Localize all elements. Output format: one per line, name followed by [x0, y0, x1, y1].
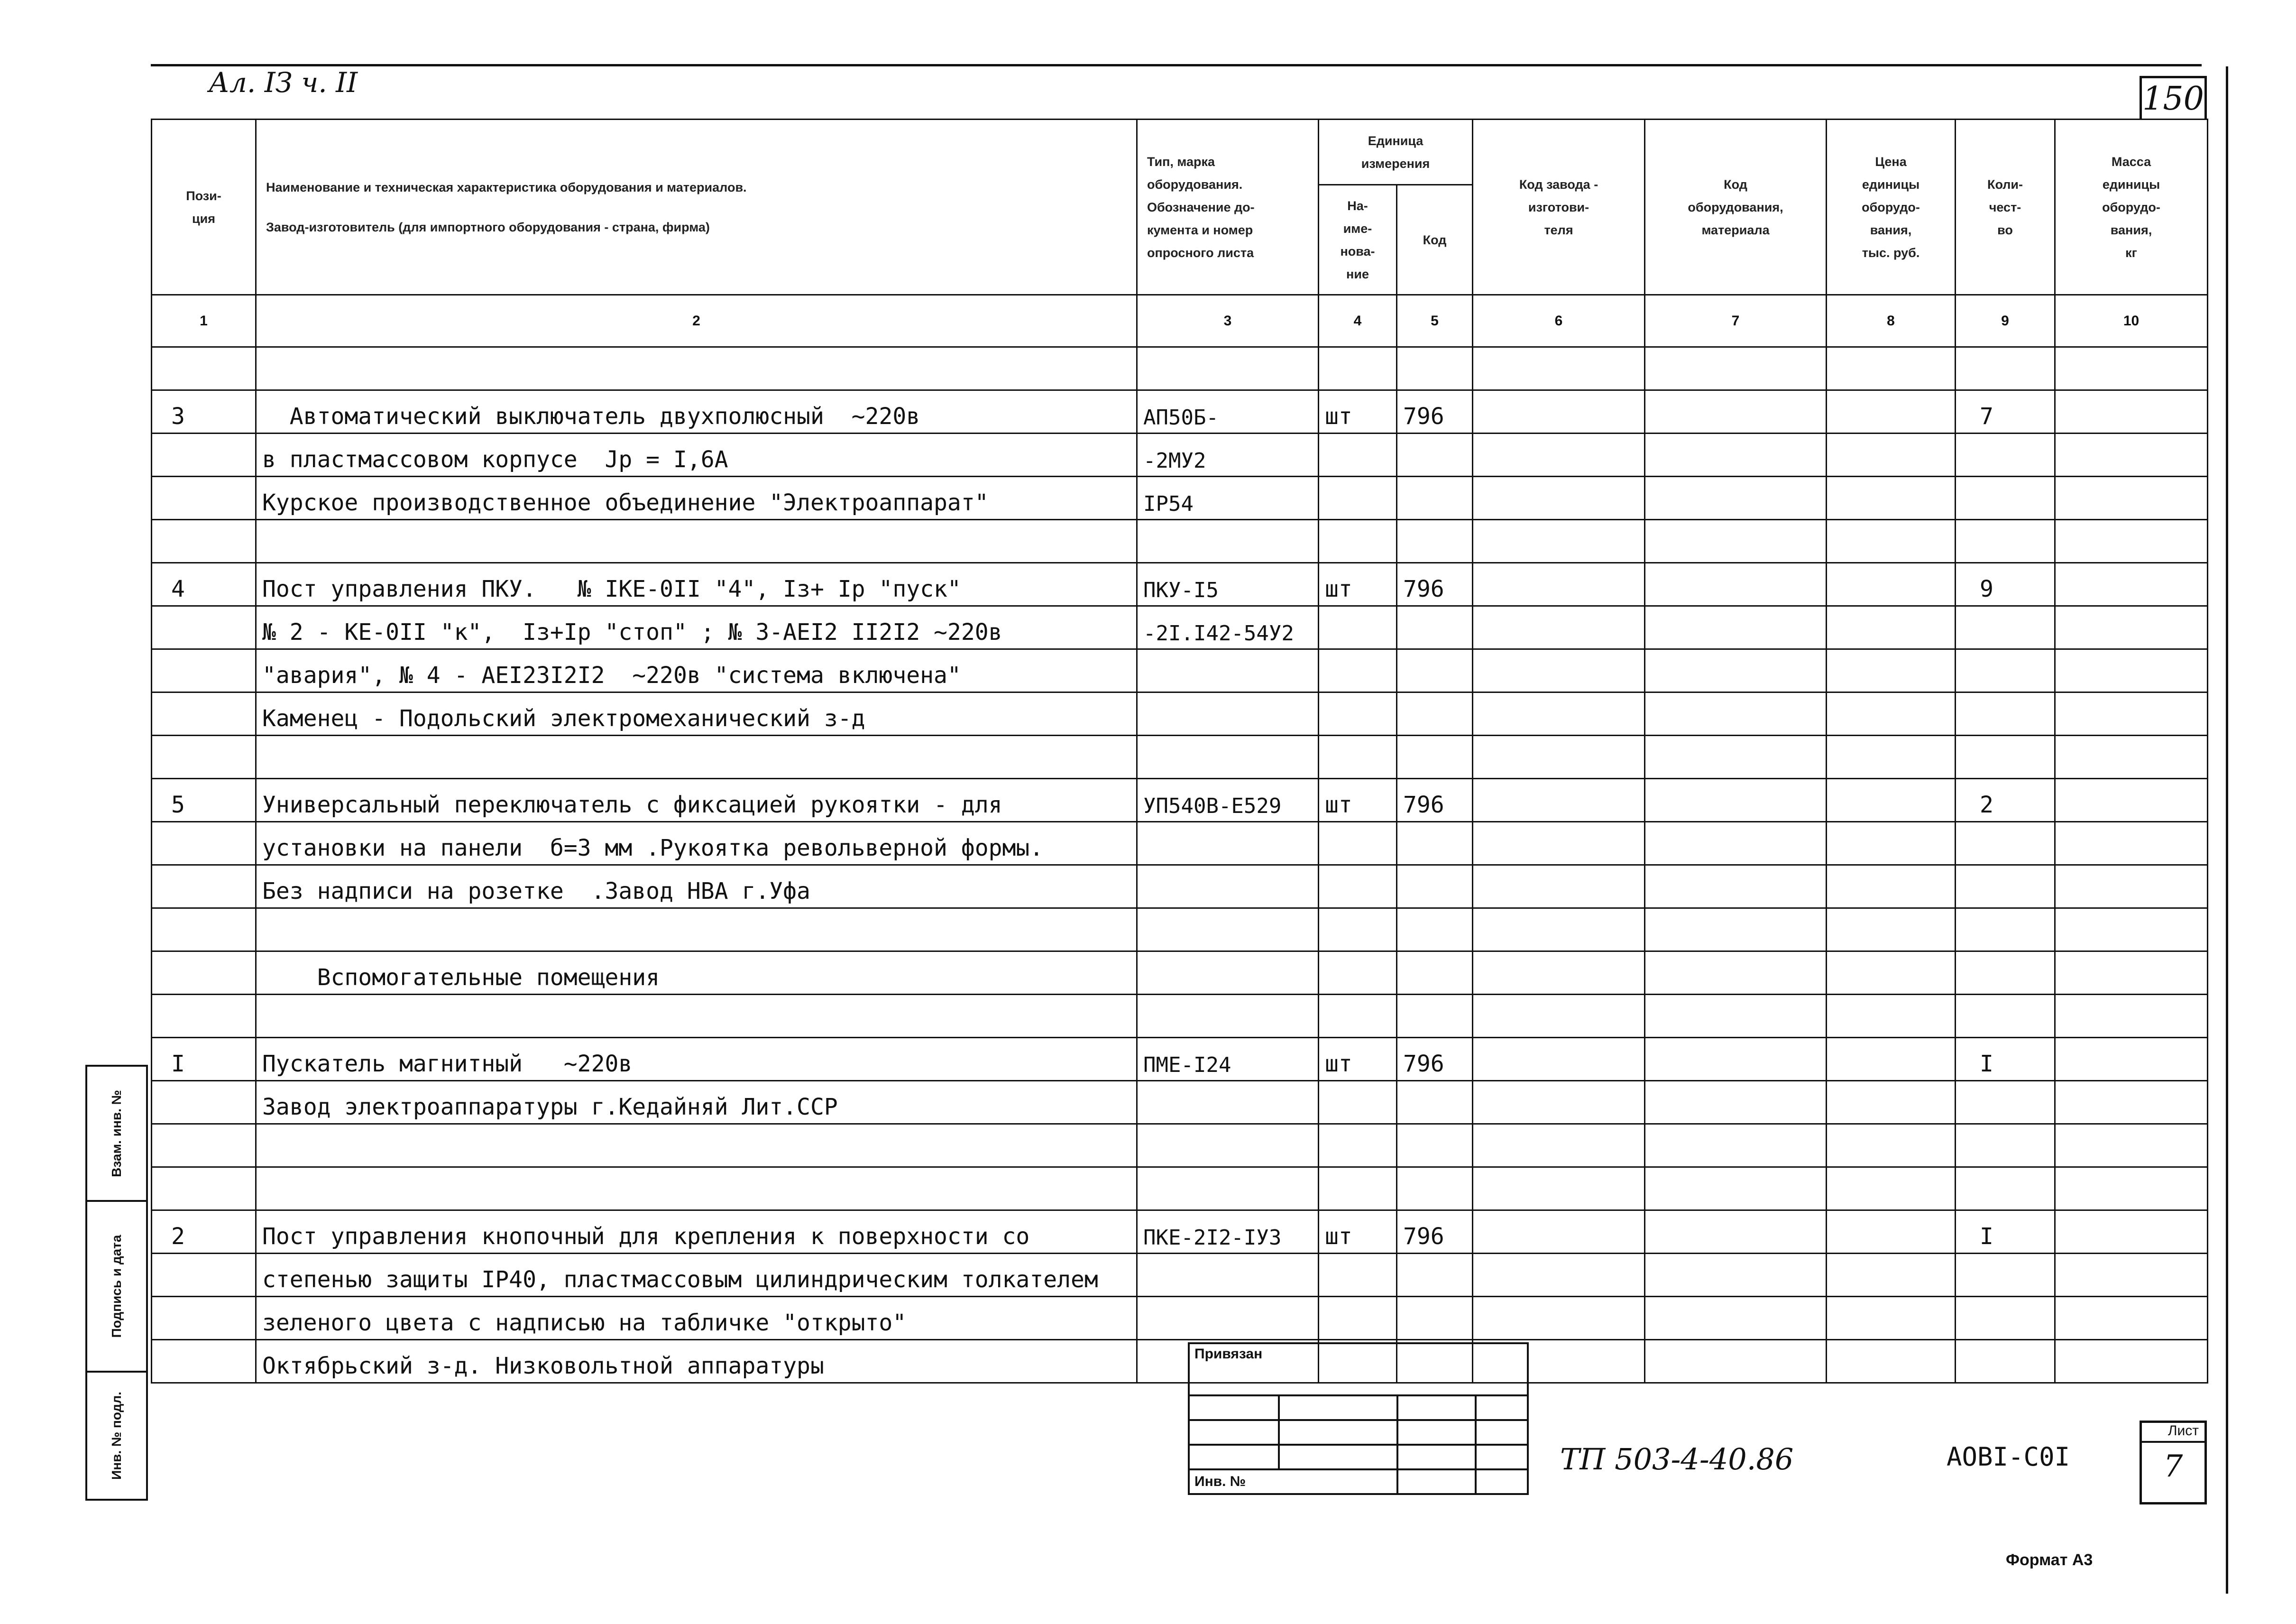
quantity-cell — [1956, 1167, 2055, 1210]
price-cell — [1827, 1340, 1956, 1383]
code-cell — [1397, 1297, 1473, 1340]
table-row — [152, 347, 2208, 390]
equipment-code-cell — [1645, 563, 1827, 606]
unit-cell: шт — [1319, 1210, 1397, 1254]
table-row — [152, 434, 2208, 477]
mass-cell — [2055, 649, 2208, 692]
code-cell: 796 — [1397, 390, 1473, 434]
header-maker-code: Код завода - изготови- теля — [1473, 120, 1645, 295]
unit-cell — [1319, 1167, 1397, 1210]
type-cell — [1137, 649, 1319, 692]
mass-cell — [2055, 1210, 2208, 1254]
quantity-cell — [1956, 1297, 2055, 1340]
type-cell — [1137, 822, 1319, 865]
price-cell — [1827, 736, 1956, 779]
unit-cell — [1319, 1124, 1397, 1167]
quantity-cell — [1956, 1081, 2055, 1124]
header-unit-code: Код — [1397, 185, 1473, 295]
frame-top-line — [151, 64, 2202, 66]
unit-cell — [1319, 649, 1397, 692]
position-cell — [152, 908, 256, 951]
mass-cell — [2055, 692, 2208, 736]
sheet-code: АОВI-С0I — [1947, 1442, 2070, 1472]
type-cell: -2I.I42-54У2 — [1137, 606, 1319, 649]
mass-cell — [2055, 606, 2208, 649]
table-row — [152, 1254, 2208, 1297]
code-cell: 796 — [1397, 563, 1473, 606]
equipment-code-cell — [1645, 347, 1827, 390]
equipment-code-cell — [1645, 692, 1827, 736]
name-cell: Пост управления кнопочный для крепления к поверхности со — [256, 1210, 1137, 1254]
type-cell: IР54 — [1137, 477, 1319, 520]
document-code: ТП 503-4-40.86 — [1560, 1442, 1794, 1476]
table-row — [152, 1210, 2208, 1254]
mass-cell — [2055, 1124, 2208, 1167]
quantity-cell — [1956, 347, 2055, 390]
tied-stamp — [1188, 1342, 1527, 1504]
name-cell: Автоматический выключатель двухполюсный ~220в — [256, 390, 1137, 434]
position-cell — [152, 1167, 256, 1210]
maker-code-cell — [1473, 649, 1645, 692]
unit-cell — [1319, 1254, 1397, 1297]
unit-cell — [1319, 606, 1397, 649]
mass-cell — [2055, 1254, 2208, 1297]
tied-label: Привязан — [1189, 1343, 1528, 1395]
maker-code-cell — [1473, 1167, 1645, 1210]
quantity-cell — [1956, 692, 2055, 736]
name-cell: Октябрьский з-д. Низковольтной аппаратуры — [256, 1340, 1137, 1383]
position-cell — [152, 1124, 256, 1167]
code-cell — [1397, 822, 1473, 865]
unit-cell — [1319, 1297, 1397, 1340]
mass-cell — [2055, 736, 2208, 779]
code-cell — [1397, 477, 1473, 520]
maker-code-cell — [1473, 951, 1645, 995]
header-type: Тип, марка оборудования. Обозначение до- кумента и номер опросного листа — [1137, 120, 1319, 295]
maker-code-cell — [1473, 1038, 1645, 1081]
quantity-cell — [1956, 951, 2055, 995]
table-row — [152, 520, 2208, 563]
position-cell — [152, 1081, 256, 1124]
price-cell — [1827, 951, 1956, 995]
type-cell — [1137, 736, 1319, 779]
type-cell — [1137, 1297, 1319, 1340]
table-row — [152, 1297, 2208, 1340]
header-mass: Масса единицы оборудо- вания, кг — [2055, 120, 2208, 295]
code-cell — [1397, 951, 1473, 995]
equipment-code-cell — [1645, 736, 1827, 779]
maker-code-cell — [1473, 434, 1645, 477]
unit-cell — [1319, 995, 1397, 1038]
position-cell — [152, 434, 256, 477]
table-row — [152, 390, 2208, 434]
column-number-row: 1 2 3 4 5 6 7 8 9 10 — [152, 295, 2208, 347]
header-price: Цена единицы оборудо- вания, тыс. руб. — [1827, 120, 1956, 295]
mass-cell — [2055, 822, 2208, 865]
code-cell — [1397, 865, 1473, 908]
type-cell: ПКУ-I5 — [1137, 563, 1319, 606]
table-row — [152, 736, 2208, 779]
frame-right-line — [2226, 66, 2228, 1594]
mass-cell — [2055, 563, 2208, 606]
position-cell — [152, 865, 256, 908]
position-cell: 2 — [152, 1210, 256, 1254]
equipment-code-cell — [1645, 1081, 1827, 1124]
price-cell — [1827, 1297, 1956, 1340]
equipment-code-cell — [1645, 908, 1827, 951]
name-cell: Каменец - Подольский электромеханический з-д — [256, 692, 1137, 736]
table-row — [152, 1167, 2208, 1210]
code-cell — [1397, 1081, 1473, 1124]
quantity-cell: 2 — [1956, 779, 2055, 822]
position-cell: 4 — [152, 563, 256, 606]
unit-cell — [1319, 736, 1397, 779]
equipment-code-cell — [1645, 822, 1827, 865]
name-cell — [256, 1124, 1137, 1167]
quantity-cell — [1956, 520, 2055, 563]
table-row — [152, 692, 2208, 736]
maker-code-cell — [1473, 1124, 1645, 1167]
unit-cell — [1319, 347, 1397, 390]
price-cell — [1827, 563, 1956, 606]
quantity-cell — [1956, 995, 2055, 1038]
quantity-cell: I — [1956, 1210, 2055, 1254]
position-cell — [152, 736, 256, 779]
name-cell: "авария", № 4 - АЕI23I2I2 ~220в "система включена" — [256, 649, 1137, 692]
maker-code-cell — [1473, 477, 1645, 520]
equipment-code-cell — [1645, 477, 1827, 520]
table-row — [152, 951, 2208, 995]
unit-cell — [1319, 1081, 1397, 1124]
type-cell: ПМЕ-I24 — [1137, 1038, 1319, 1081]
sheet-number: 7 — [2163, 1449, 2183, 1484]
table-row — [152, 822, 2208, 865]
unit-cell: шт — [1319, 563, 1397, 606]
price-cell — [1827, 692, 1956, 736]
table-row — [152, 908, 2208, 951]
mass-cell — [2055, 434, 2208, 477]
equipment-code-cell — [1645, 995, 1827, 1038]
unit-cell: шт — [1319, 1038, 1397, 1081]
original-inv-cell: Инв. № подл. — [86, 1372, 147, 1500]
quantity-cell — [1956, 822, 2055, 865]
maker-code-cell — [1473, 865, 1645, 908]
quantity-cell: 9 — [1956, 563, 2055, 606]
position-cell — [152, 477, 256, 520]
price-cell — [1827, 434, 1956, 477]
header-quantity: Коли- чест- во — [1956, 120, 2055, 295]
code-cell: 796 — [1397, 779, 1473, 822]
maker-code-cell — [1473, 606, 1645, 649]
unit-cell — [1319, 434, 1397, 477]
maker-code-cell — [1473, 520, 1645, 563]
unit-cell — [1319, 520, 1397, 563]
sheet-box — [2140, 1421, 2207, 1504]
handwritten-header: Ал. IЗ ч. II — [209, 66, 358, 99]
quantity-cell — [1956, 736, 2055, 779]
equipment-code-cell — [1645, 951, 1827, 995]
quantity-cell — [1956, 606, 2055, 649]
type-cell — [1137, 995, 1319, 1038]
mass-cell — [2055, 1167, 2208, 1210]
name-cell: Без надписи на розетке .Завод НВА г.Уфа — [256, 865, 1137, 908]
position-cell — [152, 649, 256, 692]
name-cell: № 2 - КЕ-0II "к", Iз+Iр "стоп" ; № 3-АЕI2 II2I2 ~220в — [256, 606, 1137, 649]
mass-cell — [2055, 520, 2208, 563]
type-cell — [1137, 951, 1319, 995]
type-cell: ПКЕ-2I2-IУ3 — [1137, 1210, 1319, 1254]
mass-cell — [2055, 865, 2208, 908]
mass-cell — [2055, 779, 2208, 822]
equipment-code-cell — [1645, 1124, 1827, 1167]
table-row — [152, 606, 2208, 649]
mass-cell — [2055, 477, 2208, 520]
header-unit: Единица измерения — [1319, 120, 1473, 185]
price-cell — [1827, 1167, 1956, 1210]
maker-code-cell — [1473, 908, 1645, 951]
price-cell — [1827, 779, 1956, 822]
quantity-cell — [1956, 1124, 2055, 1167]
quantity-cell — [1956, 649, 2055, 692]
equipment-code-cell — [1645, 390, 1827, 434]
quantity-cell — [1956, 908, 2055, 951]
quantity-cell — [1956, 1340, 2055, 1383]
unit-cell — [1319, 692, 1397, 736]
maker-code-cell — [1473, 1297, 1645, 1340]
maker-code-cell — [1473, 822, 1645, 865]
name-cell: зеленого цвета с надписью на табличке "открыто" — [256, 1297, 1137, 1340]
format-label: Формат А3 — [2006, 1551, 2093, 1569]
price-cell — [1827, 520, 1956, 563]
equipment-code-cell — [1645, 434, 1827, 477]
name-cell: Завод электроаппаратуры г.Кедайняй Лит.ССР — [256, 1081, 1137, 1124]
maker-code-cell — [1473, 779, 1645, 822]
code-cell: 796 — [1397, 1210, 1473, 1254]
signature-date-cell: Подпись и дата — [86, 1201, 147, 1372]
unit-cell — [1319, 908, 1397, 951]
margin-stamp — [85, 1065, 148, 1504]
table-row — [152, 779, 2208, 822]
table-row — [152, 649, 2208, 692]
code-cell — [1397, 649, 1473, 692]
type-cell — [1137, 1124, 1319, 1167]
unit-cell: шт — [1319, 390, 1397, 434]
price-cell — [1827, 822, 1956, 865]
mass-cell — [2055, 1081, 2208, 1124]
header-position: Пози- ция — [152, 120, 256, 295]
quantity-cell: I — [1956, 1038, 2055, 1081]
table-row — [152, 563, 2208, 606]
replacement-inv-cell: Взам. инв. № — [86, 1066, 147, 1201]
position-cell: 5 — [152, 779, 256, 822]
equipment-code-cell — [1645, 606, 1827, 649]
type-cell — [1137, 347, 1319, 390]
name-cell: Вспомогательные помещения — [256, 951, 1137, 995]
position-cell: I — [152, 1038, 256, 1081]
type-cell — [1137, 1081, 1319, 1124]
name-cell — [256, 1167, 1137, 1210]
price-cell — [1827, 1210, 1956, 1254]
mass-cell — [2055, 1340, 2208, 1383]
name-cell: в пластмассовом корпусе Jp = I,6А — [256, 434, 1137, 477]
position-cell — [152, 1254, 256, 1297]
quantity-cell: 7 — [1956, 390, 2055, 434]
price-cell — [1827, 865, 1956, 908]
quantity-cell — [1956, 1254, 2055, 1297]
header-unit-name: На- име- нова- ние — [1319, 185, 1397, 295]
name-cell: установки на панели б=3 мм .Рукоятка револьверной формы. — [256, 822, 1137, 865]
unit-cell — [1319, 822, 1397, 865]
mass-cell — [2055, 908, 2208, 951]
name-cell — [256, 736, 1137, 779]
position-cell — [152, 347, 256, 390]
name-cell: степенью защиты IР40, пластмассовым цилиндрическим толкателем — [256, 1254, 1137, 1297]
name-cell — [256, 908, 1137, 951]
mass-cell — [2055, 1038, 2208, 1081]
type-cell — [1137, 865, 1319, 908]
code-cell — [1397, 736, 1473, 779]
code-cell — [1397, 1124, 1473, 1167]
price-cell — [1827, 649, 1956, 692]
maker-code-cell — [1473, 1081, 1645, 1124]
price-cell — [1827, 477, 1956, 520]
position-cell — [152, 951, 256, 995]
mass-cell — [2055, 995, 2208, 1038]
type-cell — [1137, 520, 1319, 563]
price-cell — [1827, 1081, 1956, 1124]
header-name: Наименование и техническая характеристика оборудования и материалов. Завод-изготовитель (для импортного оборудования - страна, фирма) — [256, 120, 1137, 295]
table-row — [152, 1340, 2208, 1383]
code-cell — [1397, 995, 1473, 1038]
unit-cell — [1319, 951, 1397, 995]
code-cell — [1397, 347, 1473, 390]
code-cell: 796 — [1397, 1038, 1473, 1081]
equipment-code-cell — [1645, 1210, 1827, 1254]
maker-code-cell — [1473, 1210, 1645, 1254]
maker-code-cell — [1473, 736, 1645, 779]
header-equipment-code: Код оборудования, материала — [1645, 120, 1827, 295]
type-cell — [1137, 692, 1319, 736]
type-cell — [1137, 908, 1319, 951]
quantity-cell — [1956, 865, 2055, 908]
code-cell — [1397, 434, 1473, 477]
maker-code-cell — [1473, 347, 1645, 390]
position-cell — [152, 692, 256, 736]
equipment-code-cell — [1645, 1297, 1827, 1340]
page-number: 150 — [2140, 76, 2207, 119]
inv-label: Инв. № — [1189, 1469, 1397, 1494]
maker-code-cell — [1473, 390, 1645, 434]
equipment-code-cell — [1645, 779, 1827, 822]
position-cell — [152, 822, 256, 865]
position-cell — [152, 1340, 256, 1383]
name-cell — [256, 347, 1137, 390]
name-cell: Пускатель магнитный ~220в — [256, 1038, 1137, 1081]
type-cell: -2МУ2 — [1137, 434, 1319, 477]
position-cell — [152, 520, 256, 563]
price-cell — [1827, 347, 1956, 390]
equipment-code-cell — [1645, 1254, 1827, 1297]
equipment-code-cell — [1645, 1340, 1827, 1383]
name-cell: Пост управления ПКУ. № IКЕ-0II "4", Iз+ Iр "пуск" — [256, 563, 1137, 606]
position-cell — [152, 1297, 256, 1340]
name-cell: Универсальный переключатель с фиксацией рукоятки - для — [256, 779, 1137, 822]
sheet-label: Лист — [2142, 1423, 2204, 1443]
price-cell — [1827, 1254, 1956, 1297]
name-cell — [256, 995, 1137, 1038]
maker-code-cell — [1473, 692, 1645, 736]
position-cell — [152, 995, 256, 1038]
maker-code-cell — [1473, 563, 1645, 606]
type-cell: УП540В-Е529 — [1137, 779, 1319, 822]
mass-cell — [2055, 951, 2208, 995]
type-cell: АП50Б- — [1137, 390, 1319, 434]
maker-code-cell — [1473, 1254, 1645, 1297]
position-cell: 3 — [152, 390, 256, 434]
equipment-code-cell — [1645, 1167, 1827, 1210]
unit-cell — [1319, 865, 1397, 908]
equipment-code-cell — [1645, 1038, 1827, 1081]
price-cell — [1827, 995, 1956, 1038]
price-cell — [1827, 390, 1956, 434]
code-cell — [1397, 520, 1473, 563]
code-cell — [1397, 1167, 1473, 1210]
quantity-cell — [1956, 477, 2055, 520]
unit-cell: шт — [1319, 779, 1397, 822]
price-cell — [1827, 908, 1956, 951]
code-cell — [1397, 692, 1473, 736]
table-row — [152, 1124, 2208, 1167]
equipment-code-cell — [1645, 649, 1827, 692]
table-row — [152, 865, 2208, 908]
code-cell — [1397, 1254, 1473, 1297]
type-cell — [1137, 1167, 1319, 1210]
mass-cell — [2055, 347, 2208, 390]
mass-cell — [2055, 1297, 2208, 1340]
price-cell — [1827, 1038, 1956, 1081]
table-row — [152, 1081, 2208, 1124]
price-cell — [1827, 1124, 1956, 1167]
position-cell — [152, 606, 256, 649]
specification-table — [151, 119, 2208, 1384]
maker-code-cell — [1473, 995, 1645, 1038]
equipment-code-cell — [1645, 865, 1827, 908]
equipment-code-cell — [1645, 520, 1827, 563]
price-cell — [1827, 606, 1956, 649]
code-cell — [1397, 606, 1473, 649]
name-cell — [256, 520, 1137, 563]
table-row — [152, 1038, 2208, 1081]
table-row — [152, 477, 2208, 520]
code-cell — [1397, 908, 1473, 951]
mass-cell — [2055, 390, 2208, 434]
type-cell — [1137, 1254, 1319, 1297]
unit-cell — [1319, 477, 1397, 520]
table-row — [152, 995, 2208, 1038]
name-cell: Курское производственное объединение "Электроаппарат" — [256, 477, 1137, 520]
quantity-cell — [1956, 434, 2055, 477]
